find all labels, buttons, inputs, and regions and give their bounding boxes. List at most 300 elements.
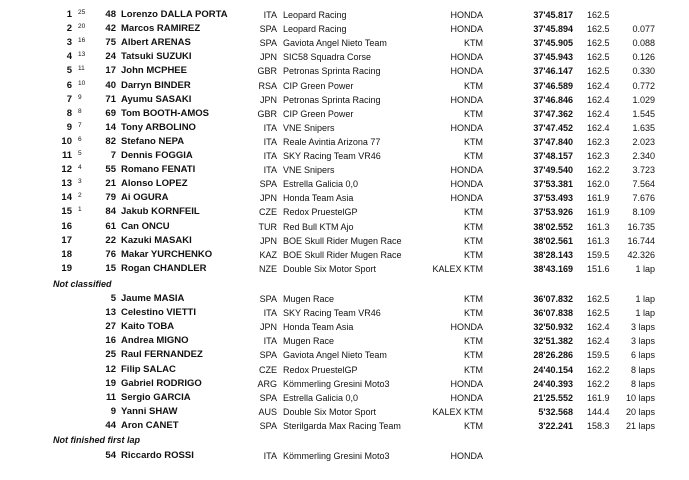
rider-name: Marcos RAMIREZ	[121, 23, 201, 35]
team-name: Mugen Race	[283, 294, 335, 304]
rider-name: Kaito TOBA	[121, 321, 175, 333]
nationality: JPN	[259, 322, 277, 333]
grid-position: 4	[78, 164, 82, 172]
result-row	[0, 220, 689, 234]
bike-make: KTM	[464, 249, 483, 260]
rider-name: Kazuki MASAKI	[121, 234, 192, 246]
race-time: 38'43.169	[533, 263, 573, 274]
race-time: 37'46.147	[533, 66, 573, 77]
position-number: 9	[66, 121, 72, 133]
average-speed: 162.4	[587, 94, 610, 105]
grid-position: 7	[78, 121, 82, 129]
rider-name: Albert ARENAS	[121, 37, 191, 49]
gap-to-leader: 20 laps	[625, 406, 655, 417]
gap-to-leader: 8 laps	[630, 364, 655, 375]
average-speed: 162.2	[587, 378, 610, 389]
average-speed: 162.4	[587, 80, 610, 91]
race-time: 38'28.143	[533, 249, 573, 260]
team-name: Kömmerling Gresini Moto3	[283, 451, 390, 461]
team-name: Kömmerling Gresini Moto3	[283, 378, 390, 389]
bike-make: KTM	[464, 235, 483, 246]
nationality: ITA	[263, 308, 277, 319]
bike-make: HONDA	[450, 122, 483, 133]
position-number: 4	[66, 51, 72, 63]
position-number: 11	[61, 150, 72, 161]
not-finished-heading: Not finished first lap	[53, 435, 141, 445]
rider-number: 15	[105, 262, 116, 274]
nationality: JPN	[259, 235, 277, 246]
bike-make: KTM	[464, 294, 483, 304]
rider-name: Stefano NEPA	[121, 135, 185, 147]
race-time: 5'32.568	[538, 406, 573, 417]
bike-make: KTM	[464, 221, 483, 232]
rider-name: Ayumu SASAKI	[121, 93, 192, 105]
rider-name: Tom BOOTH-AMOS	[121, 107, 209, 119]
race-time: 37'46.846	[533, 94, 573, 105]
result-row	[0, 22, 689, 36]
result-row	[0, 419, 689, 433]
race-time: 38'02.552	[533, 221, 573, 232]
race-time: 37'47.452	[533, 122, 573, 133]
result-row	[0, 177, 689, 191]
rider-number: 14	[105, 121, 116, 133]
result-row	[0, 262, 689, 276]
bike-make: HONDA	[450, 66, 483, 77]
gap-to-leader: 42.326	[627, 249, 655, 260]
position-number: 19	[61, 262, 72, 274]
race-time: 37'53.926	[533, 207, 573, 218]
race-time: 3'22.241	[538, 420, 573, 431]
gap-to-leader: 0.077	[632, 24, 655, 35]
rider-name: Filip SALAC	[121, 363, 176, 375]
average-speed: 162.4	[587, 108, 610, 119]
rider-number: 54	[105, 450, 116, 461]
grid-position: 11	[78, 65, 85, 73]
gap-to-leader: 1 lap	[635, 294, 655, 304]
race-time: 37'53.381	[533, 179, 573, 190]
bike-make: KTM	[464, 350, 483, 361]
rider-number: 44	[105, 419, 116, 431]
rider-name: John MCPHEE	[121, 65, 187, 77]
bike-make: HONDA	[450, 392, 483, 403]
team-name: Honda Team Asia	[283, 322, 354, 333]
nationality: AUS	[258, 406, 277, 417]
race-time: 37'47.840	[533, 136, 573, 147]
team-name: Redox PruestelGP	[283, 364, 358, 375]
nationality: ITA	[263, 122, 277, 133]
gap-to-leader: 8 laps	[630, 378, 655, 389]
nationality: NZE	[259, 263, 277, 274]
race-time: 37'45.894	[533, 24, 573, 35]
rider-name: Jaume MASIA	[121, 293, 185, 304]
bike-make: KTM	[464, 108, 483, 119]
result-row	[0, 64, 689, 78]
bike-make: KTM	[464, 80, 483, 91]
gap-to-leader: 3.723	[632, 165, 655, 176]
nationality: GBR	[257, 108, 277, 119]
result-row	[0, 79, 689, 93]
position-number: 15	[61, 206, 72, 218]
race-time: 24'40.393	[533, 378, 573, 389]
nationality: RSA	[258, 80, 277, 91]
rider-number: 69	[105, 107, 116, 119]
gap-to-leader: 1.029	[632, 94, 655, 105]
grid-position: 10	[78, 79, 86, 87]
nationality: ITA	[263, 136, 277, 147]
rider-name: Romano FENATI	[121, 164, 196, 176]
team-name: BOE Skull Rider Mugen Race	[283, 249, 402, 260]
nationality: GBR	[257, 66, 277, 77]
result-row	[0, 191, 689, 205]
gap-to-leader: 10 laps	[625, 392, 655, 403]
average-speed: 161.9	[587, 392, 610, 403]
position-number: 16	[61, 220, 72, 232]
nationality: SPA	[259, 179, 277, 190]
nationality: SPA	[259, 420, 277, 431]
bike-make: KTM	[464, 151, 483, 161]
average-speed: 161.3	[587, 221, 610, 232]
rider-name: Darryn BINDER	[121, 79, 191, 91]
grid-position: 1	[78, 206, 82, 214]
grid-position: 9	[78, 93, 82, 101]
rider-name: Celestino VIETTI	[121, 307, 196, 319]
position-number: 1	[66, 9, 72, 20]
nationality: JPN	[259, 193, 277, 204]
nationality: SPA	[259, 24, 277, 35]
race-time: 37'46.589	[533, 80, 573, 91]
result-row	[0, 320, 689, 334]
bike-make: HONDA	[450, 193, 483, 204]
rider-number: 7	[110, 150, 116, 161]
result-row	[0, 449, 689, 463]
bike-make: KTM	[464, 136, 483, 147]
gap-to-leader: 0.088	[632, 38, 655, 49]
average-speed: 161.3	[587, 235, 610, 246]
bike-make: HONDA	[450, 322, 483, 333]
position-number: 17	[61, 234, 72, 246]
rider-number: 79	[105, 192, 116, 204]
race-time: 32'51.382	[533, 336, 573, 347]
team-name: Leopard Racing	[283, 24, 347, 35]
rider-name: Raul FERNANDEZ	[121, 349, 203, 361]
bike-make: KTM	[464, 207, 483, 218]
rider-number: 19	[105, 377, 116, 389]
gap-to-leader: 0.330	[632, 66, 655, 77]
rider-number: 13	[105, 307, 116, 319]
average-speed: 159.5	[587, 350, 610, 361]
race-time: 37'45.905	[533, 38, 573, 49]
result-row	[0, 107, 689, 121]
race-time: 37'53.493	[533, 193, 573, 204]
bike-make: HONDA	[450, 165, 483, 176]
grid-position: 20	[78, 23, 86, 31]
rider-number: 82	[105, 135, 116, 147]
grid-position: 13	[78, 51, 86, 59]
team-name: Redox PruestelGP	[283, 207, 358, 218]
gap-to-leader: 3 laps	[630, 322, 655, 333]
position-number: 2	[66, 23, 72, 35]
rider-number: 55	[105, 164, 116, 176]
race-time: 37'48.157	[533, 151, 573, 161]
race-time: 24'40.154	[533, 364, 573, 375]
race-time: 36'07.838	[533, 308, 573, 319]
gap-to-leader: 0.126	[632, 52, 655, 63]
bike-make: KTM	[464, 364, 483, 375]
position-number: 5	[66, 65, 72, 77]
bike-make: KTM	[464, 420, 483, 431]
rider-number: 17	[105, 65, 116, 77]
rider-number: 40	[105, 79, 116, 91]
race-time: 37'45.817	[533, 10, 573, 20]
nationality: JPN	[259, 94, 277, 105]
nationality: ARG	[257, 378, 277, 389]
race-time: 21'25.552	[533, 392, 573, 403]
rider-number: 9	[110, 405, 116, 417]
gap-to-leader: 2.340	[632, 151, 655, 161]
gap-to-leader: 16.744	[627, 235, 655, 246]
nationality: CZE	[259, 207, 277, 218]
team-name: Gaviota Angel Nieto Team	[283, 350, 387, 361]
rider-name: Rogan CHANDLER	[121, 262, 207, 274]
rider-number: 25	[105, 349, 116, 361]
average-speed: 161.9	[587, 193, 610, 204]
result-row	[0, 391, 689, 405]
gap-to-leader: 1.545	[632, 108, 655, 119]
average-speed: 162.5	[587, 24, 610, 35]
nationality: CZE	[259, 364, 277, 375]
team-name: Double Six Motor Sport	[283, 406, 377, 417]
bike-make: KALEX KTM	[432, 406, 483, 417]
result-row	[0, 377, 689, 391]
bike-make: KTM	[464, 336, 483, 347]
result-row	[0, 50, 689, 64]
average-speed: 162.5	[587, 308, 610, 319]
team-name: VNE Snipers	[283, 122, 335, 133]
team-name: BOE Skull Rider Mugen Race	[283, 235, 402, 246]
gap-to-leader: 0.772	[632, 80, 655, 91]
nationality: JPN	[259, 52, 277, 63]
position-number: 12	[61, 164, 72, 176]
result-row	[0, 234, 689, 248]
nationality: TUR	[258, 221, 277, 232]
gap-to-leader: 8.109	[632, 207, 655, 218]
team-name: Leopard Racing	[283, 10, 347, 20]
average-speed: 162.4	[587, 336, 610, 347]
average-speed: 158.3	[587, 420, 610, 431]
result-row	[0, 163, 689, 177]
gap-to-leader: 21 laps	[625, 420, 655, 431]
result-row	[0, 93, 689, 107]
average-speed: 162.0	[587, 179, 610, 190]
nationality: SPA	[259, 294, 277, 304]
nationality: SPA	[259, 392, 277, 403]
position-number: 3	[66, 37, 72, 49]
rider-name: Can ONCU	[121, 220, 170, 232]
gap-to-leader: 7.676	[632, 193, 655, 204]
rider-name: Dennis FOGGIA	[121, 150, 193, 161]
rider-name: Ai OGURA	[121, 192, 169, 204]
team-name: SKY Racing Team VR46	[283, 308, 381, 319]
race-time: 37'49.540	[533, 165, 573, 176]
team-name: CIP Green Power	[283, 80, 354, 91]
result-row	[0, 205, 689, 219]
rider-number: 48	[105, 9, 116, 20]
team-name: Sterilgarda Max Racing Team	[283, 420, 401, 431]
not-classified-heading: Not classified	[53, 279, 112, 289]
nationality: KAZ	[259, 249, 277, 260]
race-time: 36'07.832	[533, 294, 573, 304]
nationality: ITA	[263, 165, 277, 176]
average-speed: 162.3	[587, 136, 610, 147]
bike-make: KTM	[464, 308, 483, 319]
bike-make: HONDA	[450, 451, 483, 461]
nationality: ITA	[263, 151, 277, 161]
rider-number: 11	[105, 391, 116, 403]
gap-to-leader: 1.635	[632, 122, 655, 133]
rider-number: 21	[105, 178, 116, 190]
bike-make: HONDA	[450, 94, 483, 105]
team-name: Reale Avintia Arizona 77	[283, 136, 381, 147]
grid-position: 5	[78, 150, 82, 157]
position-number: 18	[61, 248, 72, 260]
average-speed: 162.5	[587, 66, 610, 77]
rider-number: 71	[105, 93, 116, 105]
rider-name: Aron CANET	[121, 419, 179, 431]
result-row	[0, 292, 689, 306]
rider-number: 12	[105, 363, 116, 375]
team-name: CIP Green Power	[283, 108, 354, 119]
result-row	[0, 363, 689, 377]
average-speed: 162.2	[587, 364, 610, 375]
rider-name: Lorenzo DALLA PORTA	[121, 9, 228, 20]
team-name: Estrella Galicia 0,0	[283, 392, 359, 403]
result-row	[0, 334, 689, 348]
average-speed: 162.2	[587, 165, 610, 176]
rider-name: Gabriel RODRIGO	[121, 377, 202, 389]
average-speed: 162.3	[587, 151, 610, 161]
nationality: ITA	[263, 336, 277, 347]
average-speed: 161.9	[587, 207, 610, 218]
bike-make: KTM	[464, 38, 483, 49]
rider-number: 24	[105, 51, 116, 63]
team-name: Estrella Galicia 0,0	[283, 179, 359, 190]
rider-number: 42	[105, 23, 116, 35]
race-time: 37'45.943	[533, 52, 573, 63]
team-name: VNE Snipers	[283, 165, 335, 176]
team-name: Gaviota Angel Nieto Team	[283, 38, 387, 49]
bike-make: HONDA	[450, 10, 483, 20]
position-number: 6	[66, 79, 72, 91]
nationality: SPA	[259, 38, 277, 49]
team-name: Honda Team Asia	[283, 193, 354, 204]
team-name: Red Bull KTM Ajo	[283, 221, 354, 232]
rider-number: 5	[110, 293, 116, 304]
rider-name: Yanni SHAW	[121, 405, 178, 417]
position-number: 13	[61, 178, 72, 190]
average-speed: 162.5	[587, 52, 610, 63]
team-name: Double Six Motor Sport	[283, 263, 377, 274]
average-speed: 144.4	[587, 406, 610, 417]
average-speed: 162.5	[587, 10, 610, 20]
rider-number: 75	[105, 37, 116, 49]
bike-make: HONDA	[450, 52, 483, 63]
rider-name: Andrea MIGNO	[121, 335, 189, 347]
rider-number: 76	[105, 248, 116, 260]
team-name: SKY Racing Team VR46	[283, 151, 381, 161]
grid-position: 6	[78, 135, 82, 143]
team-name: SIC58 Squadra Corse	[283, 52, 372, 63]
team-name: Petronas Sprinta Racing	[283, 94, 381, 105]
race-time: 38'02.561	[533, 235, 573, 246]
average-speed: 159.5	[587, 249, 610, 260]
gap-to-leader: 7.564	[632, 179, 655, 190]
rider-number: 84	[105, 206, 116, 218]
bike-make: KALEX KTM	[432, 263, 483, 274]
position-number: 7	[66, 93, 72, 105]
rider-name: Alonso LOPEZ	[121, 178, 188, 190]
gap-to-leader: 2.023	[632, 136, 655, 147]
position-number: 10	[61, 135, 72, 147]
gap-to-leader: 16.735	[627, 221, 655, 232]
nationality: SPA	[259, 350, 277, 361]
bike-make: HONDA	[450, 378, 483, 389]
nationality: ITA	[263, 10, 277, 20]
average-speed: 162.4	[587, 122, 610, 133]
average-speed: 151.6	[587, 263, 610, 274]
result-row	[0, 306, 689, 320]
average-speed: 162.4	[587, 322, 610, 333]
result-row	[0, 405, 689, 419]
result-row	[0, 135, 689, 149]
rider-name: Makar YURCHENKO	[121, 248, 213, 260]
rider-number: 22	[105, 234, 116, 246]
rider-name: Tatsuki SUZUKI	[121, 51, 192, 63]
grid-position: 2	[78, 192, 82, 200]
rider-name: Riccardo ROSSI	[121, 450, 194, 461]
rider-number: 16	[105, 335, 116, 347]
rider-number: 27	[105, 321, 116, 333]
position-number: 14	[61, 192, 72, 204]
rider-number: 61	[105, 220, 116, 232]
grid-position: 25	[78, 9, 86, 16]
grid-position: 16	[78, 37, 86, 45]
race-time: 32'50.932	[533, 322, 573, 333]
rider-name: Tony ARBOLINO	[121, 121, 196, 133]
gap-to-leader: 1 lap	[635, 263, 655, 274]
result-row	[0, 8, 689, 22]
nationality: ITA	[263, 451, 277, 461]
rider-name: Sergio GARCIA	[121, 391, 191, 403]
race-time: 37'47.362	[533, 108, 573, 119]
average-speed: 162.5	[587, 38, 610, 49]
gap-to-leader: 3 laps	[630, 336, 655, 347]
team-name: Mugen Race	[283, 336, 335, 347]
bike-make: HONDA	[450, 24, 483, 35]
result-row	[0, 348, 689, 362]
position-number: 8	[66, 107, 72, 119]
grid-position: 3	[78, 178, 82, 186]
result-row	[0, 149, 689, 163]
average-speed: 162.5	[587, 294, 610, 304]
bike-make: HONDA	[450, 179, 483, 190]
gap-to-leader: 6 laps	[630, 350, 655, 361]
result-row	[0, 36, 689, 50]
result-row	[0, 248, 689, 262]
race-time: 28'26.286	[533, 350, 573, 361]
result-row	[0, 121, 689, 135]
gap-to-leader: 1 lap	[635, 308, 655, 319]
grid-position: 8	[78, 107, 82, 115]
